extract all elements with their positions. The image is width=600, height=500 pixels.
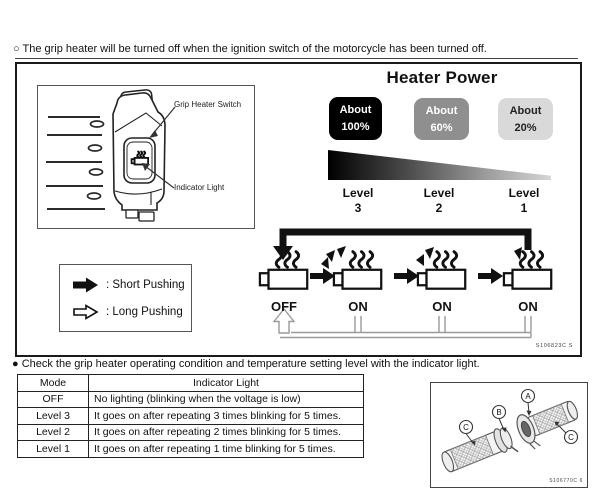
cycle-bracket — [283, 232, 528, 250]
table-row — [18, 424, 364, 441]
table-header-mode: Mode — [18, 375, 89, 392]
power-box-60-line2: 60% — [430, 121, 453, 134]
level-2-number: 2 — [435, 201, 443, 215]
bottom-note: ● Check the grip heater operating condition and temperature setting level with the indicator light. — [12, 358, 480, 370]
grip-parts-figure — [430, 382, 588, 488]
grip-heater-switch-label: Grip Heater Switch — [174, 100, 242, 109]
top-note-underline — [15, 58, 578, 59]
grip-parts-illustration — [431, 383, 585, 485]
level-3-word: Level — [342, 186, 374, 200]
table-cell-mode: Level 2 — [18, 424, 89, 441]
table-cell-indicator: It goes on after repeating 3 times blinking for 5 times. — [89, 408, 364, 425]
power-box-20-line1: About — [509, 105, 542, 117]
table-cell-mode: OFF — [18, 391, 89, 408]
table-row — [18, 441, 364, 458]
power-box-100-line2: 100% — [341, 120, 370, 133]
level-1-word: Level — [508, 186, 540, 200]
state-on-level1: ON — [518, 299, 538, 314]
level-1-number: 1 — [520, 201, 528, 215]
table-cell-mode: Level 3 — [18, 408, 89, 425]
indicator-light-table — [17, 374, 364, 458]
grip-heater-diagram — [15, 62, 582, 357]
heater-power-title: Heater Power — [386, 68, 498, 87]
state-on-level2: ON — [432, 299, 452, 314]
top-note: ○ The grip heater will be turned off when the ignition switch of the motorcycle has been turned off. — [13, 43, 487, 55]
table-header-indicator: Indicator Light — [89, 375, 364, 392]
grip-heater-icon-level1 — [504, 252, 551, 289]
part-label-c-left: C — [463, 423, 469, 432]
legend-short-label: : Short Pushing — [106, 278, 185, 291]
long-push-return-path — [280, 316, 531, 338]
blink-flash-level3-icon — [321, 246, 346, 269]
table-cell-indicator: No lighting (blinking when the voltage is low) — [89, 391, 364, 408]
table-cell-indicator: It goes on after repeating 2 times blinking for 5 times. — [89, 424, 364, 441]
table-cell-indicator: It goes on after repeating 1 time blinking for 5 times. — [89, 441, 364, 458]
power-box-60-line1: About — [425, 105, 458, 117]
parts-figure-code: S106770C 6 — [549, 478, 583, 484]
level-3-number: 3 — [354, 201, 362, 215]
blink-flash-level1-icon — [514, 247, 522, 260]
level-2-word: Level — [423, 186, 455, 200]
state-off: OFF — [271, 299, 297, 314]
indicator-light-label: Indicator Light — [174, 183, 225, 192]
table-header-row — [18, 375, 364, 392]
part-label-a: A — [525, 392, 531, 401]
state-on-level3: ON — [348, 299, 368, 314]
left-grip-part — [439, 424, 518, 479]
legend-long-label: : Long Pushing — [106, 305, 183, 318]
power-box-20-line2: 20% — [514, 121, 537, 134]
table-row — [18, 391, 364, 408]
part-label-c-right: C — [568, 433, 574, 442]
power-box-100-line1: About — [339, 104, 372, 116]
diagram-figure-code: S106823C S — [535, 343, 573, 349]
grip-heater-icon-level2 — [418, 252, 465, 289]
table-row — [18, 408, 364, 425]
table-cell-mode: Level 1 — [18, 441, 89, 458]
right-grip-part — [513, 395, 584, 452]
blink-flash-level2-icon — [416, 247, 434, 266]
part-label-b: B — [496, 408, 502, 417]
